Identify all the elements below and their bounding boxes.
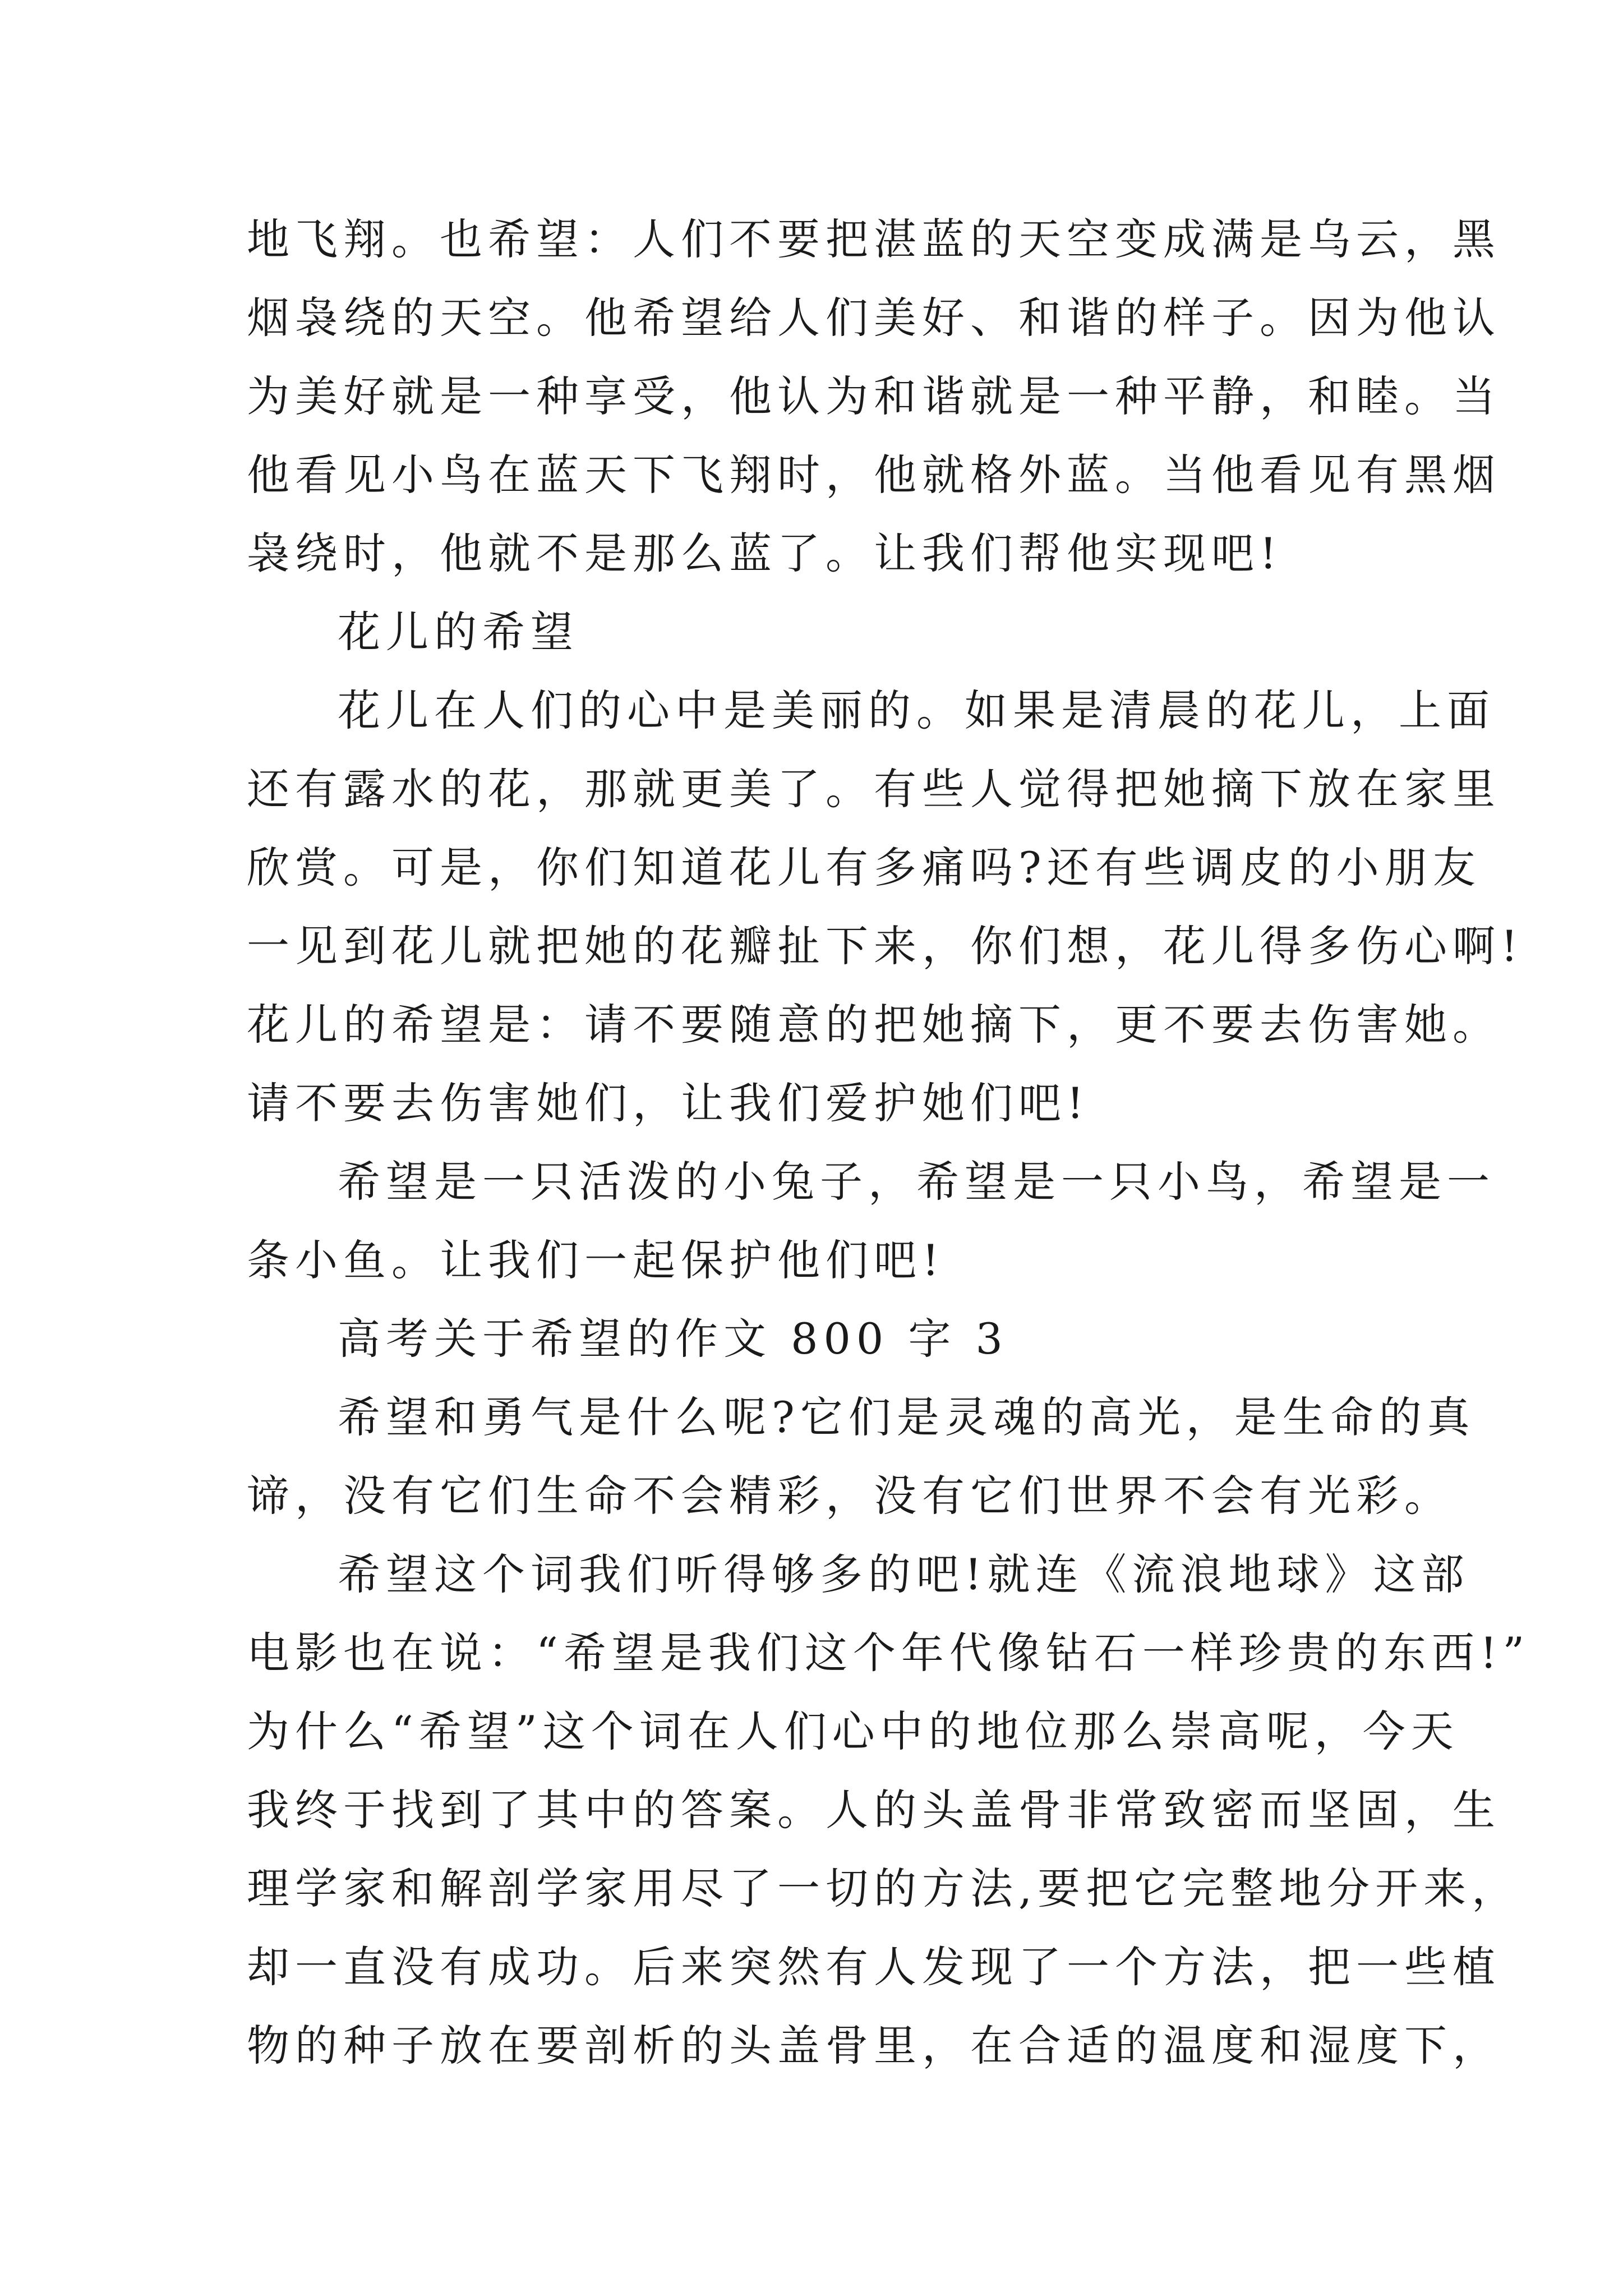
- text-line: 袅绕时，他就不是那么蓝了。让我们帮他实现吧!: [247, 528, 1283, 578]
- text-line: 物的种子放在要剖析的头盖骨里，在合适的温度和湿度下，: [247, 2021, 1501, 2070]
- text-line: 希望是一只活泼的小兔子，希望是一只小鸟，希望是一: [338, 1157, 1495, 1207]
- text-line: 还有露水的花，那就更美了。有些人觉得把她摘下放在家里: [247, 764, 1501, 814]
- text-line: 请不要去伤害她们，让我们爱护她们吧!: [247, 1078, 1090, 1128]
- text-line: 电影也在说：“希望是我们这个年代像钻石一样珍贵的东西!”: [247, 1628, 1530, 1678]
- text-line: 为什么“希望”这个词在人们心中的地位那么崇高呢，今天: [247, 1706, 1459, 1756]
- text-line: 地飞翔。也希望：人们不要把湛蓝的天空变成满是乌云，黑: [247, 214, 1501, 264]
- text-line: 条小鱼。让我们一起保护他们吧!: [247, 1235, 945, 1285]
- section-heading: 花儿的希望: [338, 607, 579, 657]
- text-line: 却一直没有成功。后来突然有人发现了一个方法，把一些植: [247, 1942, 1501, 1992]
- text-line: 他看见小鸟在蓝天下飞翔时，他就格外蓝。当他看见有黑烟: [247, 450, 1501, 500]
- text-line: 理学家和解剖学家用尽了一切的方法,要把它完整地分开来，: [247, 1864, 1520, 1913]
- text-line: 欣赏。可是，你们知道花儿有多痛吗?还有些调皮的小朋友: [247, 843, 1481, 892]
- text-line: 花儿的希望是：请不要随意的把她摘下，更不要去伤害她。: [247, 1000, 1501, 1050]
- text-line: 一见到花儿就把她的花瓣扯下来，你们想，花儿得多伤心啊!: [247, 921, 1524, 971]
- text-line: 烟袅绕的天空。他希望给人们美好、和谐的样子。因为他认: [247, 293, 1501, 343]
- text-line: 希望这个词我们听得够多的吧!就连《流浪地球》这部: [338, 1549, 1470, 1599]
- text-line: 希望和勇气是什么呢?它们是灵魂的高光，是生命的真: [338, 1392, 1476, 1442]
- text-line: 我终于找到了其中的答案。人的头盖骨非常致密而坚固，生: [247, 1785, 1501, 1835]
- text-line: 花儿在人们的心中是美丽的。如果是清晨的花儿，上面: [338, 685, 1495, 735]
- text-line: 谛，没有它们生命不会精彩，没有它们世界不会有光彩。: [247, 1471, 1453, 1521]
- section-heading: 高考关于希望的作文 800 字 3: [338, 1314, 1008, 1364]
- text-line: 为美好就是一种享受，他认为和谐就是一种平静，和睦。当: [247, 371, 1501, 421]
